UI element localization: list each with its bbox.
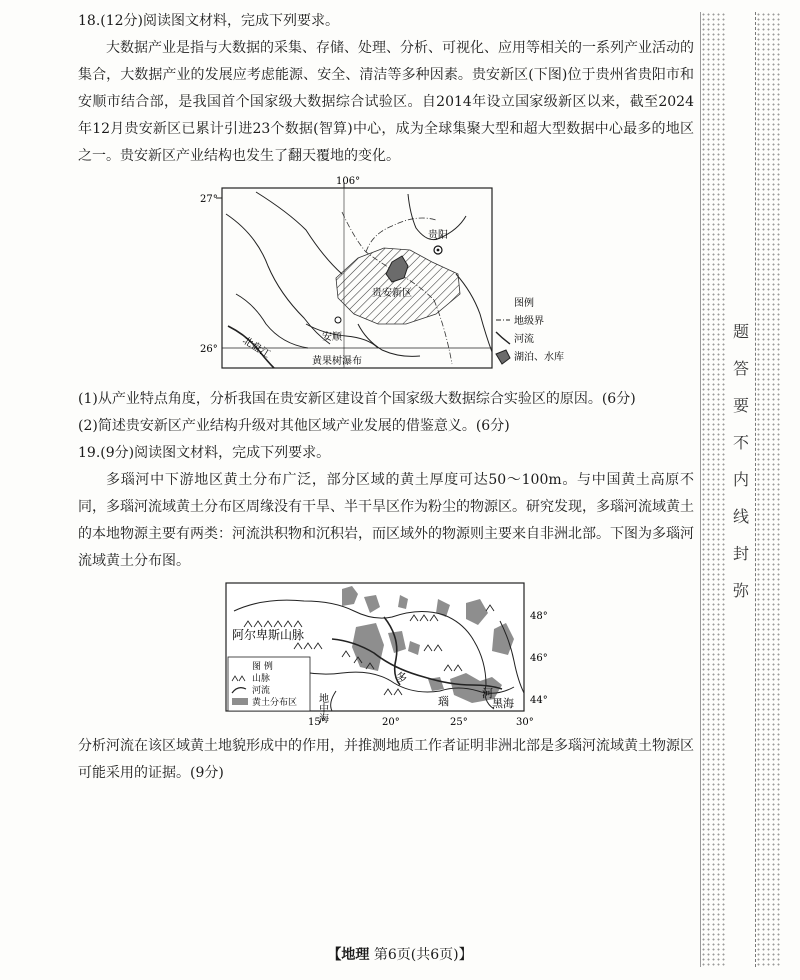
lon-30-label: 30° <box>516 717 534 728</box>
seal-char: 内 <box>732 470 749 489</box>
guian-map-svg <box>196 174 586 384</box>
danube-char-2: 瑙 <box>438 695 449 708</box>
legend-title: 图例 <box>514 298 534 309</box>
question-content <box>78 8 694 787</box>
loess-icon <box>232 698 248 705</box>
lon-106-label: 106° <box>336 176 361 187</box>
danube-map <box>224 581 554 729</box>
map1-legend <box>496 296 564 364</box>
page-footer <box>0 944 800 964</box>
black-sea-label: 黑海 <box>492 697 514 710</box>
seal-text <box>725 312 757 608</box>
footer-page: 第6页(共6页)】 <box>373 947 473 963</box>
seal-char: 要 <box>732 396 749 415</box>
q19-heading: 19.(9分)阅读图文材料，完成下列要求。 <box>78 445 331 461</box>
q18-subquestion-1: (1)从产业特点角度，分析我国在贵安新区建设首个国家级大数据综合实验区的原因。(6分) <box>78 391 636 407</box>
map2-legend <box>228 657 310 711</box>
q19-material: 多瑙河中下游地区黄土分布广泛，部分区域的黄土厚度可达50～100m。与中国黄土高原不同，多瑙河流域黄土分布区周缘没有干旱、半干旱区作为粉尘的物源区。研究发现，多瑙河流域黄土的本地物源主要有两类：河流洪积物和沉积岩，而区域外的物源则主要来自非洲北部。下图为多瑙河流域黄土分布图。 <box>78 472 694 569</box>
seal-char: 弥 <box>732 581 749 600</box>
alps-label: 阿尔卑斯山脉 <box>232 628 305 642</box>
legend-river-label: 河流 <box>252 686 271 696</box>
legend-boundary-label: 地级界 <box>514 316 544 327</box>
seal-char: 线 <box>732 507 749 526</box>
anshun-label: 安顺 <box>322 332 342 343</box>
lat-27-label: 27° <box>200 194 218 205</box>
seal-margin <box>700 12 781 967</box>
guiyang-label: 贵阳 <box>428 230 448 241</box>
lat-44-label: 44° <box>530 695 548 706</box>
danube-map-svg <box>224 581 554 729</box>
legend-river-label: 河流 <box>514 334 534 345</box>
lat-46-label: 46° <box>530 653 548 664</box>
lon-25-label: 25° <box>450 717 468 728</box>
lat-26-label: 26° <box>200 344 218 355</box>
q18-subquestion-2: (2)简述贵安新区产业结构升级对其他区域产业发展的借鉴意义。(6分) <box>78 418 510 434</box>
river-line-icon <box>496 332 510 344</box>
waterfall-label: 黄果树瀑布 <box>312 356 362 367</box>
guian-district-label: 贵安新区 <box>372 288 412 299</box>
seal-char: 题 <box>732 322 749 341</box>
beipan-river-label: 北盘江 <box>240 335 272 361</box>
anshun-city-icon <box>335 317 341 323</box>
lon-15-label: 15° <box>308 717 326 728</box>
legend-mountain-label: 山脉 <box>252 674 271 684</box>
q18-heading: 18.(12分)阅读图文材料，完成下列要求。 <box>78 13 340 29</box>
med-sea-label: 地中海 <box>316 693 328 723</box>
legend-loess-label: 黄土分布区 <box>252 698 298 708</box>
guian-map <box>196 174 586 384</box>
q19-task: 分析河流在该区域黄土地貌形成中的作用，并推测地质工作者证明非洲北部是多瑙河流域黄土物源区可能采用的证据。(9分) <box>78 738 694 781</box>
seal-char: 封 <box>732 544 749 563</box>
footer-subject: 【地理 <box>327 947 370 963</box>
map2-legend-title: 图 例 <box>252 662 273 672</box>
q18-material: 大数据产业是指与大数据的采集、存储、处理、分析、可视化、应用等相关的一系列产业活动的集合，大数据产业的发展应考虑能源、安全、清洁等多种因素。贵安新区(下图)位于贵州省贵阳市和安顺市结合部，是我国首个国家级大数据综合试验区。自2014年设立国家级新区以来，截至2024年12月贵安新区已累计引进23个数据(智算)中心，成为全球集聚大型和超大型数据中心最多的地区之一。贵安新区产业结构也发生了翻天覆地的变化。 <box>78 40 694 164</box>
seal-char: 答 <box>732 359 749 378</box>
lon-20-label: 20° <box>382 717 400 728</box>
seal-char: 不 <box>732 433 749 452</box>
danube-char-3: 河 <box>482 687 493 700</box>
legend-lake-label: 湖泊、水库 <box>514 352 564 363</box>
danube-char-1: 多 <box>396 671 407 684</box>
lake-icon <box>496 350 510 364</box>
lat-48-label: 48° <box>530 611 548 622</box>
seal-strip <box>725 12 757 967</box>
